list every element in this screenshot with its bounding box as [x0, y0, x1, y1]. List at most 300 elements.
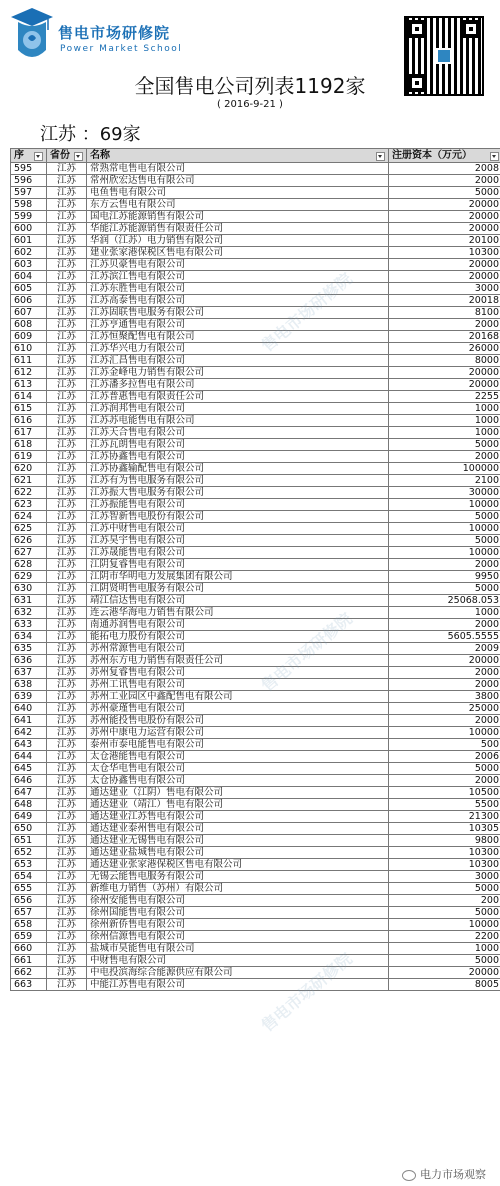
table-row [11, 307, 500, 319]
cell-number: 620 [11, 463, 47, 475]
table-row [11, 907, 500, 919]
table-row [11, 475, 500, 487]
cell-capital: 20000 [389, 967, 500, 979]
cell-capital: 30000 [389, 487, 500, 499]
cell-number: 595 [11, 163, 47, 175]
cell-province: 江苏 [47, 751, 87, 763]
cell-province: 江苏 [47, 967, 87, 979]
table-row [11, 283, 500, 295]
cell-capital: 2100 [389, 475, 500, 487]
cell-province: 江苏 [47, 415, 87, 427]
cell-province: 江苏 [47, 271, 87, 283]
cell-capital: 10000 [389, 499, 500, 511]
cell-capital: 26000 [389, 343, 500, 355]
cell-number: 616 [11, 415, 47, 427]
cell-number: 623 [11, 499, 47, 511]
cell-number: 618 [11, 439, 47, 451]
cell-province: 江苏 [47, 955, 87, 967]
footer-source [402, 1166, 486, 1182]
cell-capital: 5000 [389, 955, 500, 967]
cell-province: 江苏 [47, 859, 87, 871]
province-heading: 江苏 ：69家 [40, 124, 141, 145]
cell-name: 江苏东胜售电有限公司 [87, 283, 389, 295]
cell-name: 江苏滨江售电有限公司 [87, 271, 389, 283]
cell-number: 619 [11, 451, 47, 463]
cell-name: 江苏润邦售电有限公司 [87, 403, 389, 415]
table-row [11, 259, 500, 271]
brand-name: 售电市场研修院 [58, 24, 171, 42]
table-row [11, 943, 500, 955]
cell-province: 江苏 [47, 367, 87, 379]
cell-province: 江苏 [47, 619, 87, 631]
cell-name: 江苏亨通售电有限公司 [87, 319, 389, 331]
cell-name: 东方云售电有限公司 [87, 199, 389, 211]
cell-number: 656 [11, 895, 47, 907]
cell-number: 604 [11, 271, 47, 283]
cell-number: 633 [11, 619, 47, 631]
cell-name: 中电投滨海综合能源供应有限公司 [87, 967, 389, 979]
graduation-cap-logo-icon [10, 6, 54, 62]
table-header-row [11, 149, 500, 163]
cell-province: 江苏 [47, 979, 87, 991]
table-row [11, 295, 500, 307]
table-row [11, 655, 500, 667]
table-row [11, 199, 500, 211]
cell-name: 江苏汇昌售电有限公司 [87, 355, 389, 367]
cell-name: 常熟常电售电有限公司 [87, 163, 389, 175]
cell-name: 建业张家港保税区售电有限公司 [87, 247, 389, 259]
table-row [11, 571, 500, 583]
cell-province: 江苏 [47, 847, 87, 859]
cell-name: 江苏协鑫售电有限公司 [87, 451, 389, 463]
cell-province: 江苏 [47, 295, 87, 307]
table-row [11, 667, 500, 679]
cell-capital: 8005 [389, 979, 500, 991]
cell-number: 600 [11, 223, 47, 235]
cell-number: 635 [11, 643, 47, 655]
cell-province: 江苏 [47, 283, 87, 295]
wechat-icon [402, 1170, 416, 1181]
cell-number: 648 [11, 799, 47, 811]
cell-capital: 1000 [389, 403, 500, 415]
cell-name: 江苏智新售电股份有限公司 [87, 511, 389, 523]
cell-name: 江苏华兴电力有限公司 [87, 343, 389, 355]
cell-capital: 2000 [389, 715, 500, 727]
table-row [11, 811, 500, 823]
table-row [11, 379, 500, 391]
table-row [11, 427, 500, 439]
cell-number: 624 [11, 511, 47, 523]
table-row [11, 751, 500, 763]
cell-number: 629 [11, 571, 47, 583]
cell-province: 江苏 [47, 583, 87, 595]
table-row [11, 595, 500, 607]
cell-name: 江苏振大售电服务有限公司 [87, 487, 389, 499]
cell-number: 605 [11, 283, 47, 295]
cell-number: 634 [11, 631, 47, 643]
table-row [11, 187, 500, 199]
cell-capital: 21300 [389, 811, 500, 823]
table-row [11, 727, 500, 739]
cell-name: 江苏恒聚配售电有限公司 [87, 331, 389, 343]
date-label: ( 2016-9-21 ) [217, 99, 283, 110]
table-row [11, 415, 500, 427]
cell-capital: 10300 [389, 847, 500, 859]
table-row [11, 931, 500, 943]
column-header-name[interactable]: 名称 [87, 149, 389, 163]
cell-name: 南通苏润售电有限公司 [87, 619, 389, 631]
cell-capital: 1000 [389, 427, 500, 439]
cell-province: 江苏 [47, 595, 87, 607]
cell-name: 江阴复睿售电有限公司 [87, 559, 389, 571]
table-row [11, 979, 500, 991]
cell-province: 江苏 [47, 799, 87, 811]
cell-province: 江苏 [47, 703, 87, 715]
table-row [11, 439, 500, 451]
cell-capital: 10305 [389, 823, 500, 835]
table-body [11, 163, 500, 991]
table-row [11, 535, 500, 547]
cell-number: 639 [11, 691, 47, 703]
cell-capital: 25068.053 [389, 595, 500, 607]
cell-province: 江苏 [47, 223, 87, 235]
cell-province: 江苏 [47, 931, 87, 943]
page-header [0, 0, 500, 148]
cell-number: 621 [11, 475, 47, 487]
cell-capital: 3000 [389, 871, 500, 883]
cell-number: 622 [11, 487, 47, 499]
cell-province: 江苏 [47, 775, 87, 787]
cell-province: 江苏 [47, 523, 87, 535]
cell-province: 江苏 [47, 451, 87, 463]
cell-name: 苏州工业园区中鑫配售电有限公司 [87, 691, 389, 703]
table-row [11, 895, 500, 907]
cell-province: 江苏 [47, 643, 87, 655]
cell-capital: 9950 [389, 571, 500, 583]
cell-capital: 10300 [389, 859, 500, 871]
cell-capital: 10000 [389, 523, 500, 535]
cell-name: 苏州复睿售电有限公司 [87, 667, 389, 679]
cell-capital: 20018 [389, 295, 500, 307]
cell-name: 江苏高泰售电有限公司 [87, 295, 389, 307]
cell-province: 江苏 [47, 571, 87, 583]
watermark: 售电市场研修院 [257, 608, 356, 696]
cell-number: 599 [11, 211, 47, 223]
cell-province: 江苏 [47, 211, 87, 223]
table-row [11, 355, 500, 367]
cell-number: 660 [11, 943, 47, 955]
table-row [11, 175, 500, 187]
cell-province: 江苏 [47, 163, 87, 175]
cell-name: 通达建业盐城售电有限公司 [87, 847, 389, 859]
cell-capital: 2000 [389, 559, 500, 571]
cell-province: 江苏 [47, 475, 87, 487]
table-row [11, 271, 500, 283]
table-row [11, 679, 500, 691]
cell-number: 640 [11, 703, 47, 715]
cell-capital: 3000 [389, 283, 500, 295]
column-header-number[interactable]: 序 [11, 149, 47, 163]
table-row [11, 403, 500, 415]
cell-name: 江苏普惠售电有限责任公司 [87, 391, 389, 403]
cell-province: 江苏 [47, 739, 87, 751]
cell-province: 江苏 [47, 535, 87, 547]
cell-province: 江苏 [47, 607, 87, 619]
cell-name: 能拓电力股份有限公司 [87, 631, 389, 643]
cell-province: 江苏 [47, 655, 87, 667]
cell-number: 606 [11, 295, 47, 307]
cell-capital: 5000 [389, 907, 500, 919]
table-row [11, 739, 500, 751]
table-row [11, 631, 500, 643]
cell-province: 江苏 [47, 835, 87, 847]
cell-province: 江苏 [47, 727, 87, 739]
table-row [11, 547, 500, 559]
cell-capital: 2000 [389, 451, 500, 463]
watermark: 售电市场研修院 [257, 268, 356, 356]
cell-name: 徐州安能售电有限公司 [87, 895, 389, 907]
cell-province: 江苏 [47, 499, 87, 511]
cell-capital: 5000 [389, 187, 500, 199]
cell-province: 江苏 [47, 199, 87, 211]
cell-number: 608 [11, 319, 47, 331]
cell-capital: 20000 [389, 223, 500, 235]
cell-province: 江苏 [47, 235, 87, 247]
cell-number: 646 [11, 775, 47, 787]
table-row [11, 523, 500, 535]
filter-dropdown-icon[interactable] [34, 152, 43, 161]
cell-name: 苏州中康电力运营有限公司 [87, 727, 389, 739]
cell-number: 612 [11, 367, 47, 379]
cell-province: 江苏 [47, 487, 87, 499]
cell-capital: 20000 [389, 211, 500, 223]
cell-capital: 10000 [389, 727, 500, 739]
cell-number: 644 [11, 751, 47, 763]
table-row [11, 799, 500, 811]
table-row [11, 643, 500, 655]
cell-capital: 100000 [389, 463, 500, 475]
cell-number: 603 [11, 259, 47, 271]
cell-number: 626 [11, 535, 47, 547]
cell-number: 643 [11, 739, 47, 751]
cell-name: 华能江苏能源销售有限责任公司 [87, 223, 389, 235]
table-row [11, 763, 500, 775]
cell-name: 通达建业无锡售电有限公司 [87, 835, 389, 847]
cell-number: 601 [11, 235, 47, 247]
cell-name: 苏州常源售电有限公司 [87, 643, 389, 655]
cell-province: 江苏 [47, 823, 87, 835]
cell-province: 江苏 [47, 187, 87, 199]
footer-text: 电力市场观察 [420, 1168, 486, 1181]
table-row [11, 847, 500, 859]
table-row [11, 463, 500, 475]
table-row [11, 871, 500, 883]
cell-province: 江苏 [47, 943, 87, 955]
cell-number: 658 [11, 919, 47, 931]
cell-name: 江苏协鑫输配售电有限公司 [87, 463, 389, 475]
cell-number: 655 [11, 883, 47, 895]
cell-number: 609 [11, 331, 47, 343]
cell-name: 国电江苏能源销售有限公司 [87, 211, 389, 223]
cell-province: 江苏 [47, 871, 87, 883]
cell-capital: 20000 [389, 259, 500, 271]
cell-number: 614 [11, 391, 47, 403]
cell-capital: 2000 [389, 319, 500, 331]
brand-name-english: Power Market School [60, 44, 183, 54]
cell-name: 江苏苏电能售电有限公司 [87, 415, 389, 427]
filter-dropdown-icon[interactable] [490, 152, 499, 161]
cell-number: 661 [11, 955, 47, 967]
cell-capital: 20000 [389, 379, 500, 391]
table-row [11, 607, 500, 619]
cell-name: 通达建业（江阴）售电有限公司 [87, 787, 389, 799]
table-row [11, 559, 500, 571]
cell-name: 苏州工讯售电有限公司 [87, 679, 389, 691]
table-row [11, 235, 500, 247]
cell-province: 江苏 [47, 463, 87, 475]
cell-province: 江苏 [47, 787, 87, 799]
cell-number: 642 [11, 727, 47, 739]
cell-name: 江苏瓦朗售电有限公司 [87, 439, 389, 451]
company-table-container [10, 148, 499, 991]
cell-province: 江苏 [47, 175, 87, 187]
cell-name: 太仓华电售电有限公司 [87, 763, 389, 775]
cell-capital: 10000 [389, 919, 500, 931]
cell-province: 江苏 [47, 331, 87, 343]
cell-capital: 2008 [389, 163, 500, 175]
table-row [11, 691, 500, 703]
cell-capital: 20100 [389, 235, 500, 247]
cell-province: 江苏 [47, 403, 87, 415]
cell-number: 657 [11, 907, 47, 919]
cell-capital: 1000 [389, 415, 500, 427]
cell-number: 651 [11, 835, 47, 847]
cell-name: 江苏固联售电服务有限公司 [87, 307, 389, 319]
cell-capital: 5000 [389, 583, 500, 595]
table-row [11, 955, 500, 967]
cell-name: 苏州能投售电股份有限公司 [87, 715, 389, 727]
cell-capital: 2000 [389, 775, 500, 787]
table-row [11, 247, 500, 259]
cell-capital: 5605.5555 [389, 631, 500, 643]
cell-number: 659 [11, 931, 47, 943]
cell-capital: 20168 [389, 331, 500, 343]
cell-capital: 2000 [389, 667, 500, 679]
cell-capital: 5500 [389, 799, 500, 811]
cell-province: 江苏 [47, 763, 87, 775]
cell-name: 盐城市昊能售电有限公司 [87, 943, 389, 955]
cell-province: 江苏 [47, 691, 87, 703]
cell-capital: 3800 [389, 691, 500, 703]
cell-name: 苏州东方电力销售有限责任公司 [87, 655, 389, 667]
table-row [11, 331, 500, 343]
table-row [11, 967, 500, 979]
cell-number: 598 [11, 199, 47, 211]
watermark: 售电市场研修院 [257, 948, 356, 1036]
cell-name: 徐州国能售电有限公司 [87, 907, 389, 919]
cell-number: 631 [11, 595, 47, 607]
cell-number: 632 [11, 607, 47, 619]
table-row [11, 859, 500, 871]
cell-capital: 2200 [389, 931, 500, 943]
cell-number: 645 [11, 763, 47, 775]
cell-capital: 5000 [389, 535, 500, 547]
cell-number: 641 [11, 715, 47, 727]
cell-number: 617 [11, 427, 47, 439]
cell-capital: 200 [389, 895, 500, 907]
cell-number: 628 [11, 559, 47, 571]
cell-province: 江苏 [47, 439, 87, 451]
cell-capital: 2000 [389, 679, 500, 691]
table-row [11, 583, 500, 595]
cell-name: 江苏晟能售电有限公司 [87, 547, 389, 559]
cell-name: 中能江苏售电有限公司 [87, 979, 389, 991]
cell-name: 中财售电有限公司 [87, 955, 389, 967]
cell-province: 江苏 [47, 883, 87, 895]
cell-capital: 2000 [389, 619, 500, 631]
cell-number: 638 [11, 679, 47, 691]
cell-number: 627 [11, 547, 47, 559]
cell-capital: 8000 [389, 355, 500, 367]
cell-name: 华润（江苏）电力销售有限公司 [87, 235, 389, 247]
table-row [11, 487, 500, 499]
cell-province: 江苏 [47, 811, 87, 823]
cell-capital: 5000 [389, 763, 500, 775]
cell-name: 太仓港能售电有限公司 [87, 751, 389, 763]
cell-number: 662 [11, 967, 47, 979]
cell-number: 630 [11, 583, 47, 595]
cell-province: 江苏 [47, 391, 87, 403]
cell-province: 江苏 [47, 259, 87, 271]
cell-capital: 1000 [389, 943, 500, 955]
filter-dropdown-icon[interactable] [74, 152, 83, 161]
company-table [10, 148, 500, 991]
cell-province: 江苏 [47, 427, 87, 439]
cell-name: 电鱼售电有限公司 [87, 187, 389, 199]
cell-name: 通达建业张家港保税区售电有限公司 [87, 859, 389, 871]
cell-name: 无锡云能售电服务有限公司 [87, 871, 389, 883]
cell-province: 江苏 [47, 715, 87, 727]
cell-number: 650 [11, 823, 47, 835]
column-header-capital[interactable]: 注册资本（万元） [389, 149, 500, 163]
cell-province: 江苏 [47, 679, 87, 691]
cell-name: 通达建业泰州售电有限公司 [87, 823, 389, 835]
table-row [11, 703, 500, 715]
cell-capital: 2009 [389, 643, 500, 655]
table-row [11, 367, 500, 379]
cell-capital: 5000 [389, 511, 500, 523]
column-header-province[interactable]: 省份 [47, 149, 87, 163]
cell-name: 通达建业江苏售电有限公司 [87, 811, 389, 823]
cell-capital: 500 [389, 739, 500, 751]
cell-capital: 10300 [389, 247, 500, 259]
table-row [11, 775, 500, 787]
cell-capital: 20000 [389, 199, 500, 211]
cell-name: 靖江信达售电有限公司 [87, 595, 389, 607]
cell-province: 江苏 [47, 667, 87, 679]
table-row [11, 883, 500, 895]
cell-province: 江苏 [47, 247, 87, 259]
cell-province: 江苏 [47, 547, 87, 559]
cell-capital: 2000 [389, 175, 500, 187]
cell-capital: 20000 [389, 271, 500, 283]
cell-name: 太仓协鑫售电有限公司 [87, 775, 389, 787]
table-row [11, 391, 500, 403]
filter-dropdown-icon[interactable] [376, 152, 385, 161]
cell-number: 613 [11, 379, 47, 391]
table-row [11, 511, 500, 523]
cell-capital: 10500 [389, 787, 500, 799]
